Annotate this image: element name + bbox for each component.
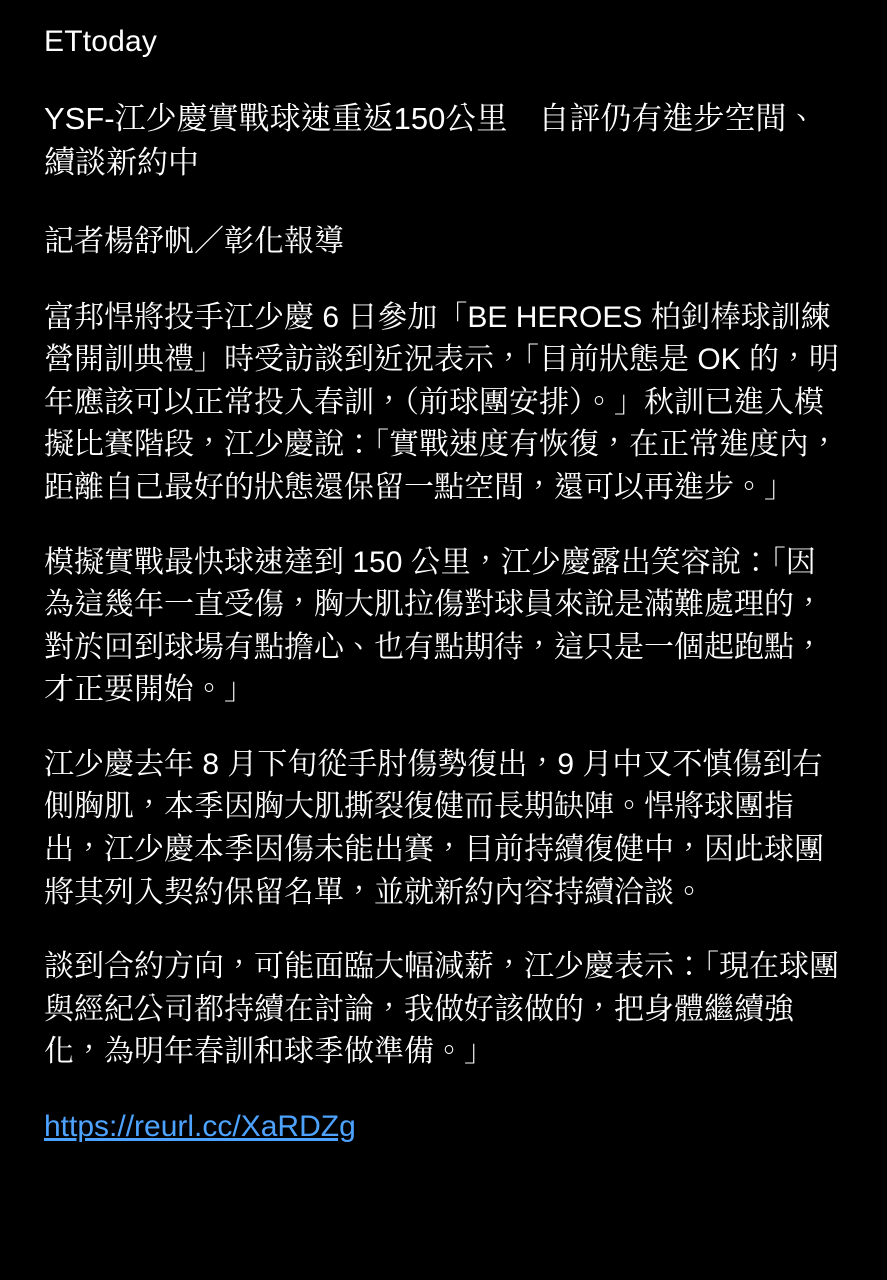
- article-paragraph: 模擬實戰最快球速達到 150 公里，江少慶露出笑容說：「因為這幾年一直受傷，胸大肌拉傷對球員來說是滿難處理的，對於回到球場有點擔心、也有點期待，這只是一個起跑點，才正要開始。」: [44, 545, 824, 707]
- article-source-link[interactable]: https://reurl.cc/XaRDZg: [44, 1110, 356, 1144]
- article-headline: YSF-江少慶實戰球速重返150公里 自評仍有進步空間、續談新約中: [44, 100, 818, 180]
- article-paragraph: 談到合約方向，可能面臨大幅減薪，江少慶表示：「現在球團與經紀公司都持續在討論，我做好該做的，把身體繼續強化，為明年春訓和球季做準備。」: [44, 950, 839, 1069]
- article-paragraph: 江少慶去年 8 月下旬從手肘傷勢復出，9 月中又不慎傷到右側胸肌，本季因胸大肌撕裂復健而長期缺陣。悍將球團指出，江少慶本季因傷未能出賽，目前持續復健中，因此球團將其列入契約保留名單，並就新約內容持續洽談。: [44, 747, 824, 909]
- article-byline: 記者楊舒帆／彰化報導: [44, 224, 344, 258]
- source-label: ETtoday: [44, 25, 158, 58]
- article-paragraph: 富邦悍將投手江少慶 6 日參加「BE HEROES 柏釗棒球訓練營開訓典禮」時受訪談到近況表示，「目前狀態是 OK 的，明年應該可以正常投入春訓，（前球團安排）。」秋訓已進入模擬比賽階段，江少慶說：「實戰速度有恢復，在正常進度內，距離自己最好的狀態還保留一點空間，還可以再進步。」: [44, 300, 840, 504]
